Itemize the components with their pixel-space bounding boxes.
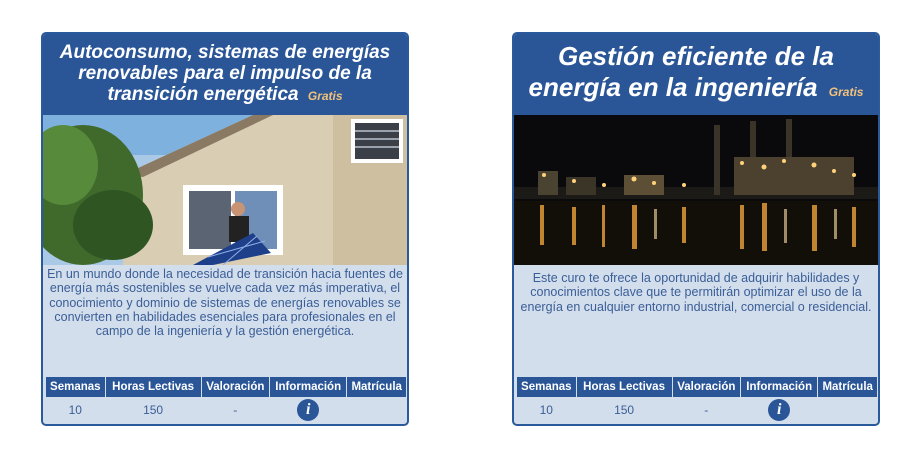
free-badge: Gratis (828, 85, 864, 99)
rating-value: - (704, 403, 709, 417)
course-title-header[interactable] (43, 34, 407, 115)
course-card-gestion-energia (512, 32, 880, 426)
info-icon[interactable]: i (297, 399, 319, 421)
table-row (46, 397, 406, 423)
header-info: Información (270, 377, 346, 397)
header-rating: Valoración (673, 377, 740, 397)
header-hours: Horas Lectivas (577, 377, 672, 397)
info-cell (741, 397, 817, 423)
weeks-value: 10 (68, 403, 82, 417)
info-icon[interactable]: i (768, 399, 790, 421)
solar-installer-image[interactable] (43, 115, 407, 265)
info-cell (270, 397, 346, 423)
header-enrollment: Matrícula (347, 377, 406, 397)
header-hours: Horas Lectivas (106, 377, 201, 397)
header-rating: Valoración (202, 377, 269, 397)
header-weeks: Semanas (46, 377, 105, 397)
course-description: Este curo te ofrece la oportunidad de adquirir habilidades y conocimientos clave que te permitirán optimizar el uso de la energía en cualquier entorno industrial, comercial o residencial. (520, 271, 872, 314)
course-info-table (45, 377, 407, 423)
course-title[interactable]: Autoconsumo, sistemas de energías renovables para el impulso de la transición energética (59, 42, 391, 105)
power-plant-image[interactable] (514, 115, 878, 265)
course-title-header[interactable] (514, 34, 878, 115)
course-info-table (516, 377, 878, 423)
free-badge: Gratis (307, 89, 343, 103)
course-title[interactable]: Gestión eficiente de la energía en la ingeniería (528, 41, 834, 102)
course-description: En un mundo donde la necesidad de transición hacia fuentes de energía más sostenibles se vuelve cada vez más imperativa, el conocimiento y dominio de sistemas de energías renovables se convierten en habilidades esenciales para profesionales en el campo de la ingeniería y la gestión energética. (47, 267, 403, 339)
header-weeks: Semanas (517, 377, 576, 397)
hours-value: 150 (143, 403, 164, 417)
header-enrollment: Matrícula (818, 377, 877, 397)
weeks-value: 10 (539, 403, 553, 417)
rating-value: - (233, 403, 238, 417)
enrollment-cell (818, 397, 877, 423)
enrollment-cell (347, 397, 406, 423)
course-card-autoconsumo (41, 32, 409, 426)
table-row (517, 397, 877, 423)
header-info: Información (741, 377, 817, 397)
hours-value: 150 (614, 403, 635, 417)
